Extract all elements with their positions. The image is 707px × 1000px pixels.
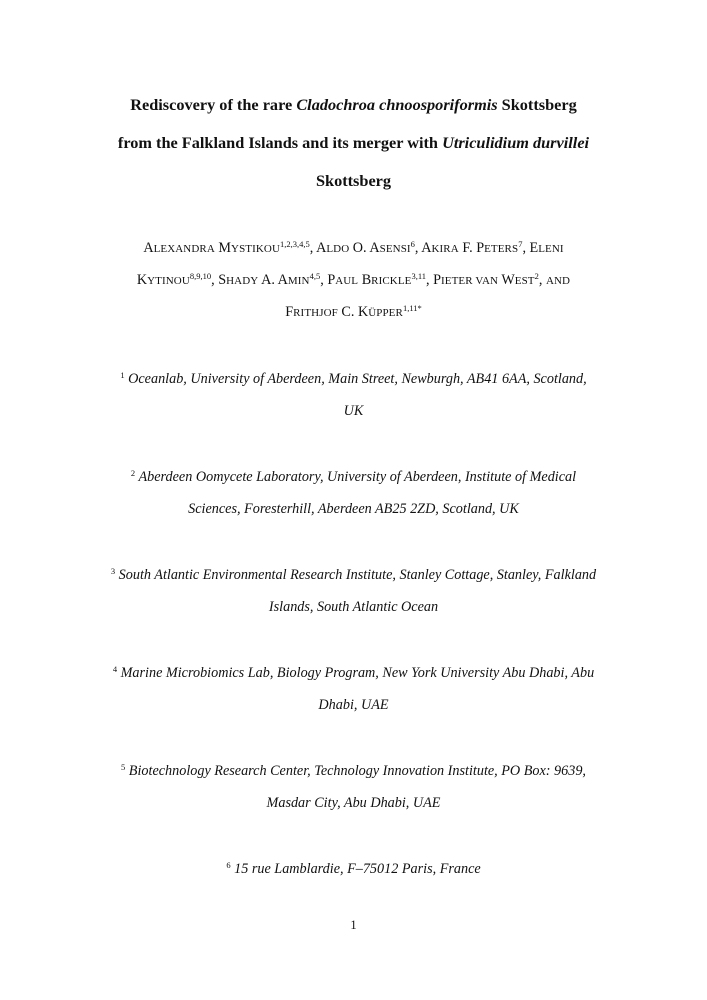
affiliation-3: $^3$ South Atlantic Environmental Research Institute, Stanley Cottage, Stanley, Falkland Islands, South Atlantic Ocean [110,566,597,615]
page-number: 1 [350,918,357,932]
author-line-3 [60,297,647,329]
author: ALDO O. ASENSI$^6$, [316,239,422,256]
affiliation-6: $^6$ 15 rue Lamblardie, F–75012 Paris, France [226,860,481,877]
affiliation-5: $^5$ Biotechnology Research Center, Technology Innovation Institute, PO Box: 9639, Masdar City, Abu Dhabi, UAE [121,762,586,811]
author-line-1 [60,233,647,265]
affiliation-2: $^2$ Aberdeen Oomycete Laboratory, University of Aberdeen, Institute of Medical Sciences, Foresterhill, Aberdeen AB25 2ZD, Scotland, UK [130,468,577,517]
author: SHADY A. AMIN$^{4,5}$, [218,271,328,288]
paper-title [60,86,647,200]
species-name: Utriculidium durvillei [442,133,590,152]
species-name: Cladochroa chnoosporiformis [296,95,498,114]
author: AKIRA F. PETERS$^7$, [421,239,530,256]
affiliation-1: $^1$ Oceanlab, University of Aberdeen, Main Street, Newburgh, AB41 6AA, Scotland, UK [120,370,587,419]
author: KYTINOU$^{8,9,10}$, [136,271,219,288]
affiliation-4: $^4$ Marine Microbiomics Lab, Biology Program, New York University Abu Dhabi, Abu Dhabi, UAE [112,664,595,713]
title-line-3: Skottsberg [315,171,392,190]
title-line-1: Rediscovery of the rare Cladochroa chnoosporiformis Skottsberg [130,95,577,114]
author: ELENI [529,240,564,256]
author: PAUL BRICKLE$^{3,11}$, [327,271,434,288]
author-list [60,233,647,329]
author: PIETER VAN WEST$^2$, [433,271,546,288]
title-line-2: from the Falkland Islands and its merger with Utriculidium durvillei [117,133,590,152]
author: ALEXANDRA MYSTIKOU$^{1,2,3,4,5}$, [143,239,317,256]
author: FRITHJOF C. $KÜPPER^{1,11*}$ [285,303,422,320]
author-line-2: KYTINOU$^{8,9,10}$, SHADY A. AMIN$^{4,5}$, PAUL BRICKLE$^{3,11}$, PIETER VAN WEST$^2$, AND [136,271,571,288]
